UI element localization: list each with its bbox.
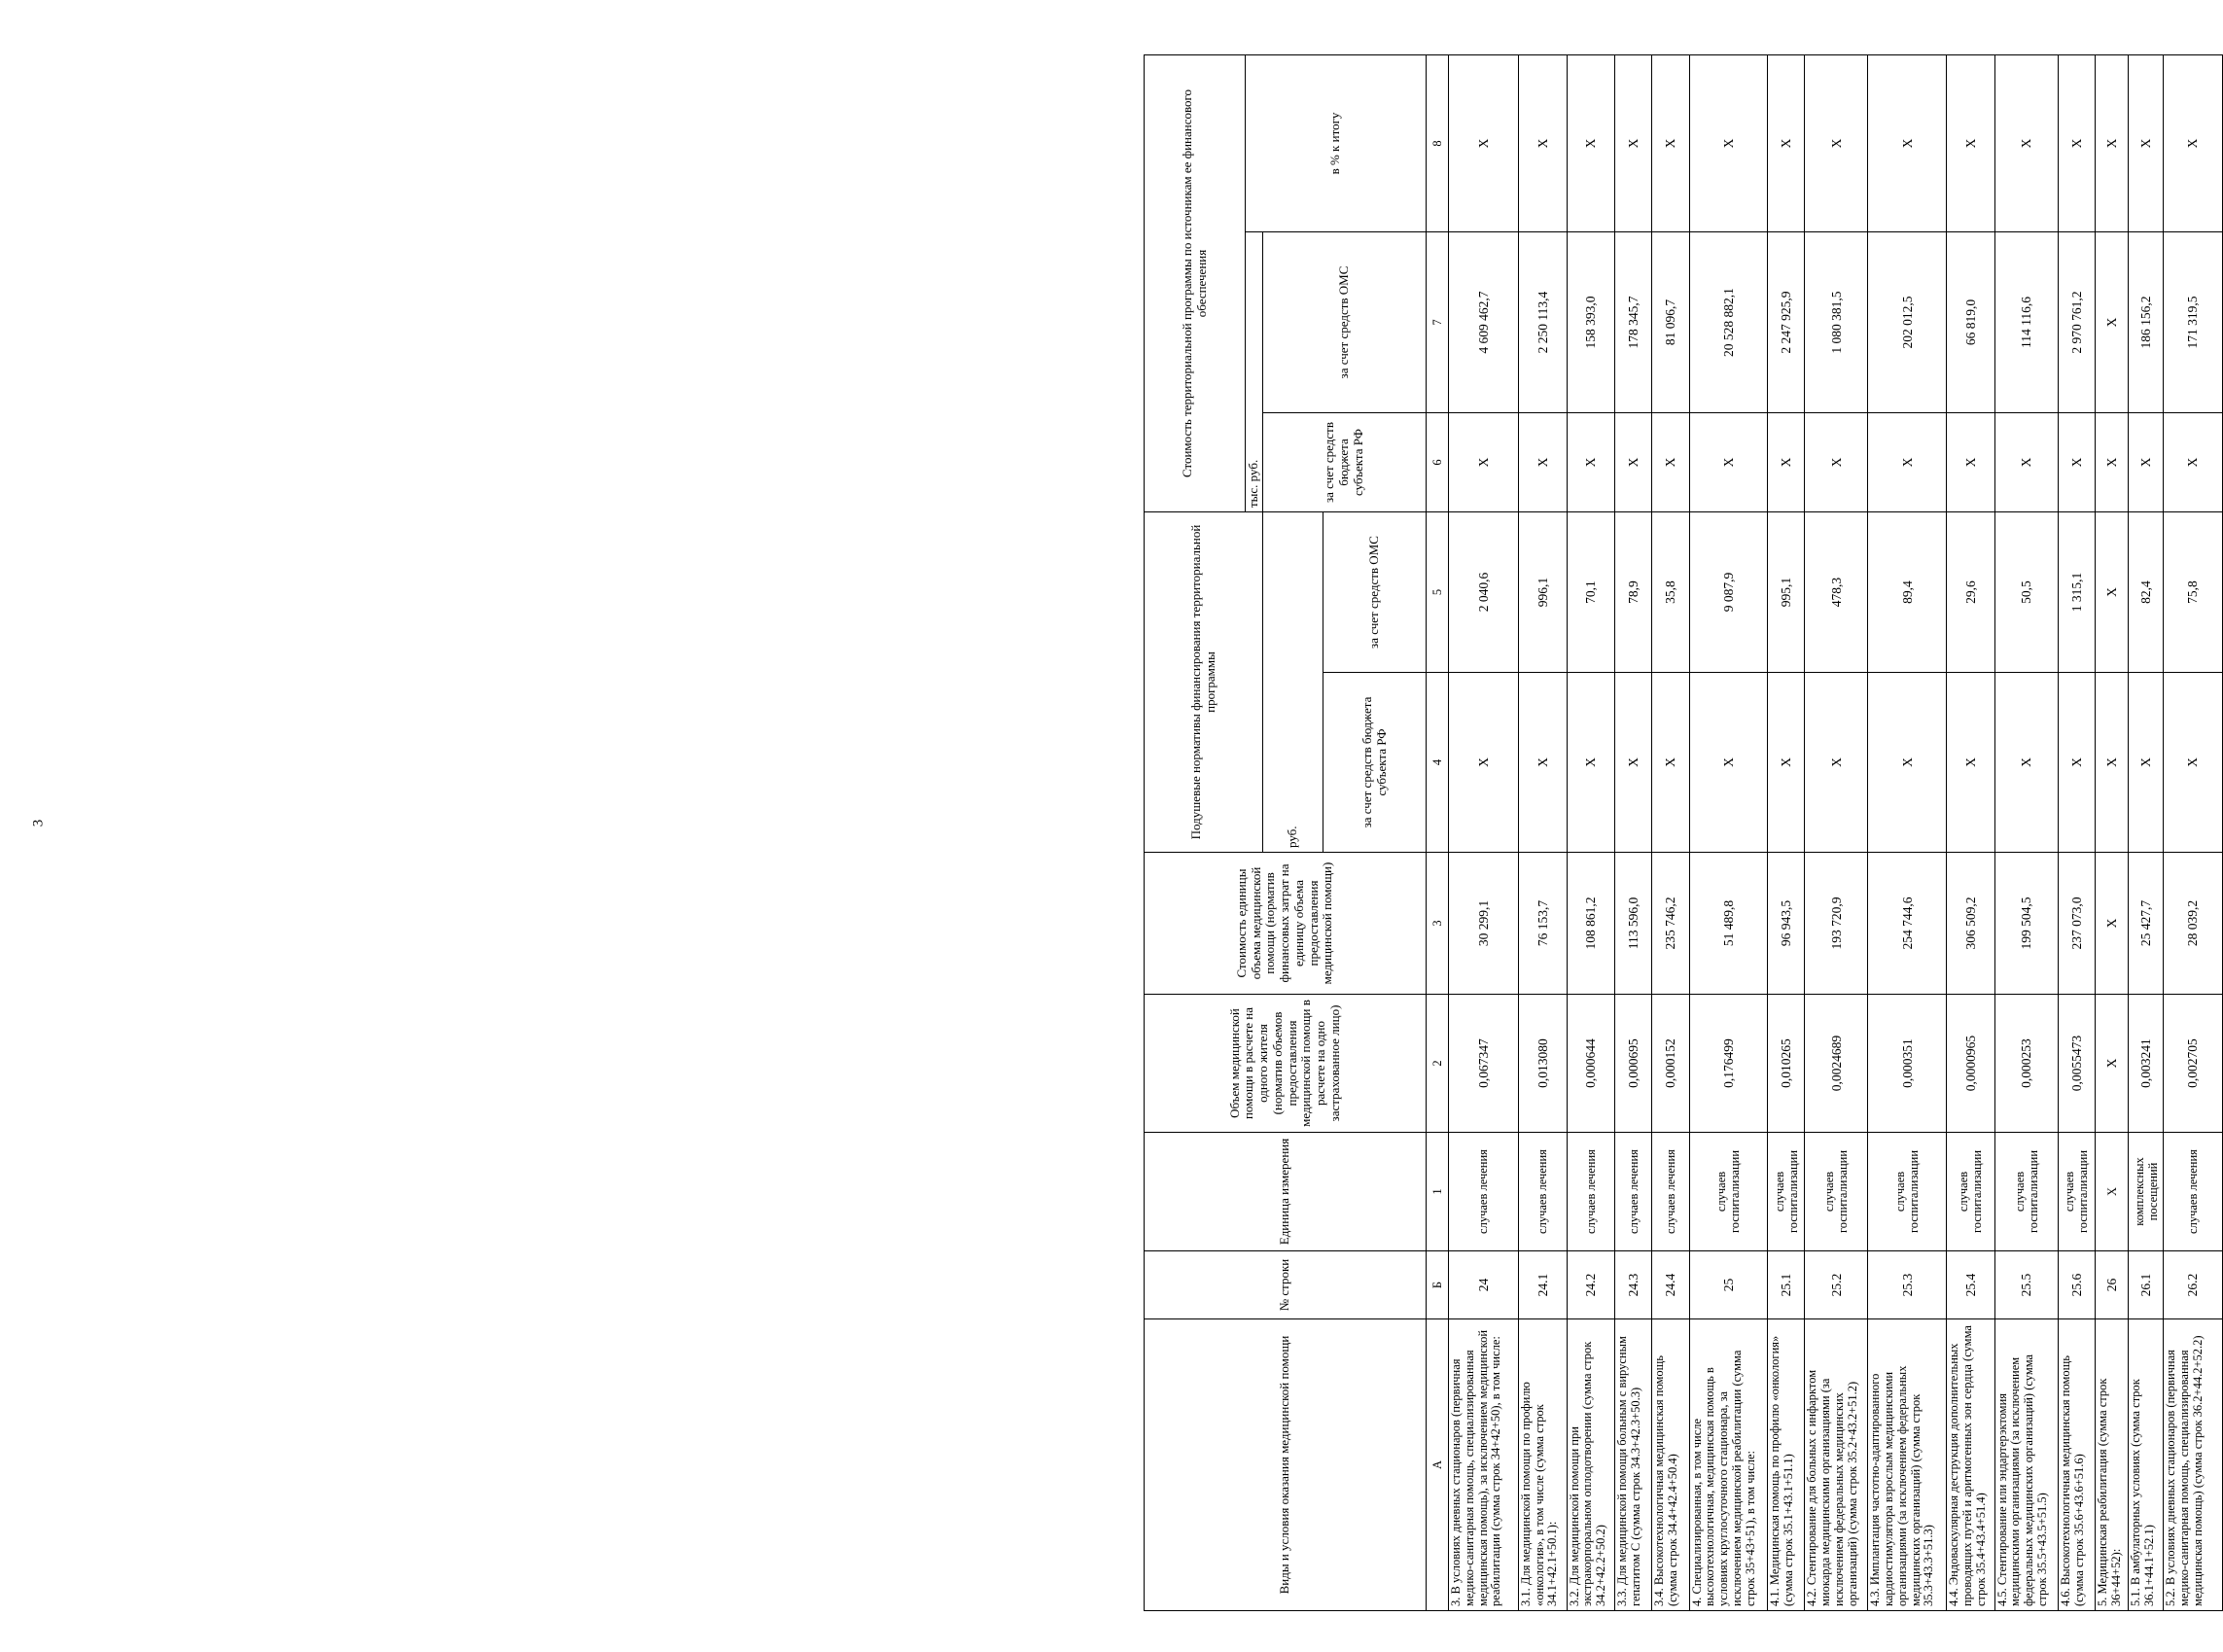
row-unit-cost: 108 861,2 — [1567, 853, 1615, 995]
row-unit-cost: 51 489,8 — [1689, 853, 1768, 995]
row-percent: X — [2129, 54, 2164, 231]
row-line-number: 24.1 — [1518, 1251, 1567, 1319]
row-name: 5.1. В амбулаторных условиях (сумма строк 36.1+44.1+52.1) — [2129, 1319, 2164, 1611]
column-number: 1 — [1427, 1133, 1449, 1251]
row-line-number: 26.2 — [2164, 1251, 2223, 1319]
row-norm-oms: 82,4 — [2129, 512, 2164, 673]
row-unit: комплексных посещений — [2129, 1133, 2164, 1251]
column-number: 3 — [1427, 853, 1449, 995]
table-row — [1615, 54, 1652, 1610]
row-cost-budget: X — [1518, 413, 1567, 512]
row-unit: X — [2096, 1133, 2129, 1251]
row-name: 5.2. В условиях дневных стационаров (первичная медико-санитарная помощь, специализированная медицинская помощь) (сумма строк 36.2+44.2+52.2) — [2164, 1319, 2223, 1611]
table-row — [2129, 54, 2164, 1610]
row-cost-oms: 20 528 882,1 — [1689, 232, 1768, 413]
row-unit: случаев госпитализации — [1994, 1133, 2058, 1251]
row-cost-oms: X — [2096, 232, 2129, 413]
row-cost-budget: X — [2096, 413, 2129, 512]
row-norm-budget: X — [1689, 673, 1768, 853]
row-cost-budget: X — [1689, 413, 1768, 512]
row-unit: случаев госпитализации — [1689, 1133, 1768, 1251]
column-number: 8 — [1427, 54, 1449, 231]
row-cost-oms: 1 080 381,5 — [1805, 232, 1868, 413]
row-volume: 0,000644 — [1567, 995, 1615, 1133]
row-unit-cost: 76 153,7 — [1518, 853, 1567, 995]
row-line-number: 25.5 — [1994, 1251, 2058, 1319]
row-line-number: 26.1 — [2129, 1251, 2164, 1319]
row-unit-cost: 28 039,2 — [2164, 853, 2223, 995]
table-row — [1652, 54, 1689, 1610]
row-percent: X — [1868, 54, 1947, 231]
row-norm-budget: X — [1615, 673, 1652, 853]
row-percent: X — [1994, 54, 2058, 231]
row-norm-budget: X — [1868, 673, 1947, 853]
row-unit-cost: X — [2096, 853, 2129, 995]
table-body — [1449, 54, 2223, 1610]
row-unit-cost: 199 504,5 — [1994, 853, 2058, 995]
row-volume: 0,0055473 — [2058, 995, 2095, 1133]
column-number: Б — [1427, 1251, 1449, 1319]
column-number: 2 — [1427, 995, 1449, 1133]
row-norm-budget: X — [2096, 673, 2129, 853]
row-cost-budget: X — [1994, 413, 2058, 512]
row-norm-oms: 78,9 — [1615, 512, 1652, 673]
row-volume: 0,067347 — [1449, 995, 1519, 1133]
row-cost-oms: 178 345,7 — [1615, 232, 1652, 413]
row-cost-budget: X — [1868, 413, 1947, 512]
table-row — [2164, 54, 2223, 1610]
row-unit: случаев госпитализации — [1868, 1133, 1947, 1251]
column-number: 4 — [1427, 673, 1449, 853]
column-number-row — [1427, 54, 1449, 1610]
header-col-2: Объем медицинской помощи в расчете на одного жителя (норматив объемов предоставления медицинской помощи в расчете на одно застрахованное лицо) — [1145, 995, 1427, 1133]
row-percent: X — [2164, 54, 2223, 231]
row-cost-budget: X — [1947, 413, 1995, 512]
row-percent: X — [1947, 54, 1995, 231]
row-cost-budget: X — [2164, 413, 2223, 512]
row-line-number: 25.1 — [1768, 1251, 1805, 1319]
row-norm-budget: X — [1518, 673, 1567, 853]
row-cost-oms: 158 393,0 — [1567, 232, 1615, 413]
header-cost-unit: тыс. руб. — [1246, 232, 1263, 512]
row-unit-cost: 193 720,9 — [1805, 853, 1868, 995]
row-cost-oms: 2 970 761,2 — [2058, 232, 2095, 413]
row-norm-oms: 70,1 — [1567, 512, 1615, 673]
header-col-6: за счет средств бюджета субъекта РФ — [1263, 413, 1427, 512]
row-line-number: 24.4 — [1652, 1251, 1689, 1319]
row-norm-oms: 35,8 — [1652, 512, 1689, 673]
row-norm-budget: X — [1652, 673, 1689, 853]
header-col-8: в % к итогу — [1246, 54, 1427, 231]
row-cost-oms: 2 250 113,4 — [1518, 232, 1567, 413]
table-row — [1689, 54, 1768, 1610]
row-unit: случаев лечения — [1652, 1133, 1689, 1251]
row-line-number: 25.2 — [1805, 1251, 1868, 1319]
header-cost-group: Стоимость территориальной программы по источникам ее финансового обеспечения — [1145, 54, 1246, 511]
row-norm-budget: X — [1768, 673, 1805, 853]
row-norm-budget: X — [2058, 673, 2095, 853]
row-volume: 0,000253 — [1994, 995, 2058, 1133]
row-percent: X — [1615, 54, 1652, 231]
row-name: 3.4. Высокотехнологичная медицинская помощь (сумма строк 34.4+42.4+50.4) — [1652, 1319, 1689, 1611]
row-volume: X — [2096, 995, 2129, 1133]
row-unit-cost: 96 943,5 — [1768, 853, 1805, 995]
row-volume: 0,000351 — [1868, 995, 1947, 1133]
column-number: 7 — [1427, 232, 1449, 413]
row-percent: X — [1449, 54, 1519, 231]
row-name: 3.2. Для медицинской помощи при экстракорпоральном оплодотворении (сумма строк 34.2+42.2+50.2) — [1567, 1319, 1615, 1611]
row-name: 4.3. Имплантация частотно-адаптированного кардиостимулятора взрослым медицинскими организациями (за исключением федеральных медицинских организаций) (сумма строк 35.3+43.3+51.3) — [1868, 1319, 1947, 1611]
row-percent: X — [1652, 54, 1689, 231]
row-line-number: 24.3 — [1615, 1251, 1652, 1319]
row-cost-budget: X — [1805, 413, 1868, 512]
row-unit: случаев лечения — [1518, 1133, 1567, 1251]
row-cost-oms: 2 247 925,9 — [1768, 232, 1805, 413]
header-norm-group: Подушевые нормативы финансирования территориальной программы — [1145, 512, 1263, 853]
row-cost-oms: 114 116,6 — [1994, 232, 2058, 413]
table-row — [1567, 54, 1615, 1610]
row-cost-budget: X — [1615, 413, 1652, 512]
row-unit-cost: 235 746,2 — [1652, 853, 1689, 995]
row-name: 3.3. Для медицинской помощи больным с вирусным гепатитом С (сумма строк 34.3+42.3+50.3) — [1615, 1319, 1652, 1611]
row-unit-cost: 25 427,7 — [2129, 853, 2164, 995]
row-unit: случаев госпитализации — [1768, 1133, 1805, 1251]
header-col-a: Виды и условия оказания медицинской помощи — [1145, 1319, 1427, 1611]
table-row — [1449, 54, 1519, 1610]
header-col-5: за счет средств ОМС — [1323, 512, 1427, 673]
row-percent: X — [2096, 54, 2129, 231]
row-percent: X — [1768, 54, 1805, 231]
row-volume: 0,176499 — [1689, 995, 1768, 1133]
row-name: 4.2. Стентирование для больных с инфарктом миокарда медицинскими организациями (за исключением федеральных медицинских организаций) (сумма строк 35.2+43.2+51.2) — [1805, 1319, 1868, 1611]
row-unit: случаев госпитализации — [2058, 1133, 2095, 1251]
row-cost-budget: X — [1567, 413, 1615, 512]
table-row — [1947, 54, 1995, 1610]
row-unit: случаев госпитализации — [1947, 1133, 1995, 1251]
row-norm-budget: X — [2129, 673, 2164, 853]
row-cost-oms: 186 156,2 — [2129, 232, 2164, 413]
row-line-number: 25.6 — [2058, 1251, 2095, 1319]
header-col-b: № строки — [1145, 1251, 1427, 1319]
row-name: 4.5. Стентирование или эндартерэктомия медицинскими организациями (за исключением федеральных медицинских организаций) (сумма строк 35.5+43.5+51.5) — [1994, 1319, 2058, 1611]
row-line-number: 25.3 — [1868, 1251, 1947, 1319]
row-norm-budget: X — [1567, 673, 1615, 853]
row-volume: 0,0024689 — [1805, 995, 1868, 1133]
row-unit: случаев лечения — [1449, 1133, 1519, 1251]
row-norm-budget: X — [2164, 673, 2223, 853]
row-norm-oms: 2 040,6 — [1449, 512, 1519, 673]
row-line-number: 25 — [1689, 1251, 1768, 1319]
row-norm-oms: 29,6 — [1947, 512, 1995, 673]
row-percent: X — [1805, 54, 1868, 231]
row-norm-oms: 995,1 — [1768, 512, 1805, 673]
row-norm-oms: 89,4 — [1868, 512, 1947, 673]
row-line-number: 25.4 — [1947, 1251, 1995, 1319]
row-norm-oms: 996,1 — [1518, 512, 1567, 673]
row-cost-oms: 4 609 462,7 — [1449, 232, 1519, 413]
table-row — [1994, 54, 2058, 1610]
row-name: 3.1. Для медицинской помощи по профилю «онкология», в том числе (сумма строк 34.1+42.1+50.1): — [1518, 1319, 1567, 1611]
row-line-number: 26 — [2096, 1251, 2129, 1319]
row-norm-budget: X — [1449, 673, 1519, 853]
row-cost-budget: X — [2129, 413, 2164, 512]
table-row — [1768, 54, 1805, 1610]
row-cost-budget: X — [1652, 413, 1689, 512]
column-number: 6 — [1427, 413, 1449, 512]
header-col-3: Стоимость единицы объема медицинской помощи (норматив финансовых затрат на единицу объема предоставления медицинской помощи) — [1145, 853, 1427, 995]
row-percent: X — [1567, 54, 1615, 231]
row-cost-oms: 81 096,7 — [1652, 232, 1689, 413]
rotated-table-container — [1144, 55, 2223, 1611]
row-unit: случаев госпитализации — [1805, 1133, 1868, 1251]
row-unit: случаев лечения — [2164, 1133, 2223, 1251]
row-percent: X — [2058, 54, 2095, 231]
row-unit-cost: 237 073,0 — [2058, 853, 2095, 995]
row-norm-oms: 478,3 — [1805, 512, 1868, 673]
row-volume: 0,000152 — [1652, 995, 1689, 1133]
row-unit-cost: 254 744,6 — [1868, 853, 1947, 995]
row-norm-oms: 1 315,1 — [2058, 512, 2095, 673]
table-header — [1145, 54, 1449, 1610]
row-norm-oms: 75,8 — [2164, 512, 2223, 673]
row-volume: 0,010265 — [1768, 995, 1805, 1133]
row-cost-oms: 171 319,5 — [2164, 232, 2223, 413]
page-number: 3 — [30, 819, 47, 827]
header-col-1: Единица измерения — [1145, 1133, 1427, 1251]
header-col-7: за счет средств ОМС — [1263, 232, 1427, 413]
row-volume: 0,013080 — [1518, 995, 1567, 1133]
row-cost-budget: X — [1768, 413, 1805, 512]
row-norm-budget: X — [1994, 673, 2058, 853]
row-norm-budget: X — [1947, 673, 1995, 853]
table-row — [1518, 54, 1567, 1610]
row-name: 4.6. Высокотехнологичная медицинская помощь (сумма строк 35.6+43.6+51.6) — [2058, 1319, 2095, 1611]
row-cost-budget: X — [1449, 413, 1519, 512]
row-name: 4.4. Эндоваскулярная деструкция дополнительных проводящих путей и аритмогенных зон сердца (сумма строк 35.4+43.4+51.4) — [1947, 1319, 1995, 1611]
column-number: 5 — [1427, 512, 1449, 673]
row-volume: 0,0000965 — [1947, 995, 1995, 1133]
table-row — [2058, 54, 2095, 1610]
row-unit: случаев лечения — [1615, 1133, 1652, 1251]
row-unit-cost: 306 509,2 — [1947, 853, 1995, 995]
table-row — [2096, 54, 2129, 1610]
row-name: 5. Медицинская реабилитация (сумма строк 36+44+52): — [2096, 1319, 2129, 1611]
row-line-number: 24 — [1449, 1251, 1519, 1319]
financing-table — [1144, 54, 2223, 1611]
row-name: 3. В условиях дневных стационаров (первичная медико-санитарная помощь, специализированная медицинская помощь), за исключением медицинской реабилитации (сумма строк 34+42+50), в том числе: — [1449, 1319, 1519, 1611]
table-row — [1805, 54, 1868, 1610]
row-percent: X — [1518, 54, 1567, 231]
row-norm-oms: 50,5 — [1994, 512, 2058, 673]
table-row — [1868, 54, 1947, 1610]
row-norm-budget: X — [1805, 673, 1868, 853]
row-name: 4.1. Медицинская помощь по профилю «онкология» (сумма строк 35.1+43.1+51.1) — [1768, 1319, 1805, 1611]
row-unit-cost: 113 596,0 — [1615, 853, 1652, 995]
header-col-4: за счет средств бюджета субъекта РФ — [1323, 673, 1427, 853]
row-unit-cost: 30 299,1 — [1449, 853, 1519, 995]
row-volume: 0,003241 — [2129, 995, 2164, 1133]
row-unit: случаев лечения — [1567, 1133, 1615, 1251]
row-cost-oms: 66 819,0 — [1947, 232, 1995, 413]
row-percent: X — [1689, 54, 1768, 231]
row-norm-oms: 9 087,9 — [1689, 512, 1768, 673]
row-cost-oms: 202 012,5 — [1868, 232, 1947, 413]
row-volume: 0,000695 — [1615, 995, 1652, 1133]
row-norm-oms: X — [2096, 512, 2129, 673]
row-line-number: 24.2 — [1567, 1251, 1615, 1319]
column-number: А — [1427, 1319, 1449, 1611]
header-norm-unit: руб. — [1263, 512, 1323, 853]
row-cost-budget: X — [2058, 413, 2095, 512]
row-volume: 0,002705 — [2164, 995, 2223, 1133]
row-name: 4. Специализированная, в том числе высокотехнологичная, медицинская помощь в условиях круглосуточного стационара, за исключением медицинской реабилитации (сумма строк 35+43+51), в том числе: — [1689, 1319, 1768, 1611]
